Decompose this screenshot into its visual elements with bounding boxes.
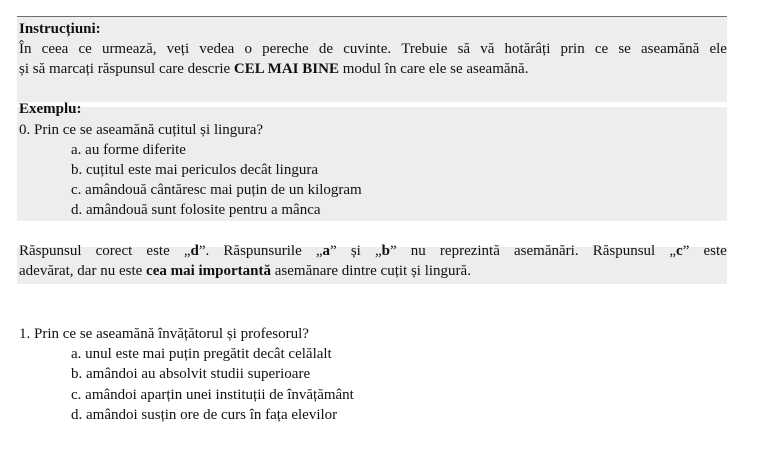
instructions-word: veți [166,41,190,57]
explanation-token: este [703,243,727,259]
example-option-c: c. amândouă cântăresc mai puțin de un kilogram [71,182,362,198]
explanation-word [146,242,169,260]
explanation-token: nu [410,243,426,259]
explanation-token: ” [330,243,337,259]
explanation-word [223,242,301,260]
explanation-word [514,242,579,260]
explanation-token: corect [95,243,133,259]
instructions-heading: Instrucțiuni: [19,21,101,37]
explanation-word [19,242,82,260]
instructions-word: urmează, [101,41,157,57]
instructions-word: prin [560,41,585,57]
explanation-token: și [350,243,361,259]
explanation-word [440,242,500,260]
explanation-line-1 [19,242,727,260]
explanation-word [375,242,397,260]
instructions-word: Trebuie [401,41,448,57]
instructions-word: ce [78,41,92,57]
explanation-word [411,242,426,260]
explanation-token: Răspunsul [19,243,82,259]
explanation-word [184,242,209,260]
question-1-option-b[interactable]: b. amândoi au absolvit studii superioare [71,366,311,382]
question-1-option-c[interactable]: c. amândoi aparțin unei instituții de învățământ [71,387,354,403]
explanation-token: este [146,243,170,259]
explanation-token: „ [315,243,323,259]
explanation-word [703,242,726,260]
instructions-word: ce [594,41,609,57]
explanation-word [351,242,361,260]
explanation-token: „ [374,243,382,259]
instructions-text-line-2: și să marcați răspunsul care descrie CEL MAI BINE modul în care ele se aseamănă. [19,61,529,77]
answer-letter: b [381,243,390,259]
instructions-word: pereche [262,41,309,57]
instructions-word: se [618,41,631,57]
explanation-word [96,242,133,260]
explanation-token: ” [682,243,690,259]
explanation-token: Răspunsurile [223,243,302,259]
explanation-line-2: adevărat, dar nu este cea mai importantă asemănare dintre cuțit și lingură. [19,263,471,279]
answer-letter: c [676,243,683,259]
explanation-word [316,242,337,260]
example-question: 0. Prin ce se aseamănă cuțitul și lingura? [19,122,264,138]
explanation-word [669,242,689,260]
instructions-text-line-1 [19,40,727,58]
explanation-token: Răspunsul [592,243,656,259]
instructions-word: aseamănă [641,41,700,57]
example-option-b: b. cuțitul este mai periculos decât lingura [71,162,319,178]
question-1-option-d[interactable]: d. amândoi susțin ore de curs în fața elevilor [71,407,338,423]
explanation-token: asemănări. [514,243,579,259]
explanation-token: „ [669,243,677,259]
instructions-word: ceea [41,41,69,57]
explanation-token: „ [183,243,191,259]
explanation-token: ”. [198,243,210,259]
instructions-word: vedea [199,41,235,57]
answer-letter: a [322,243,331,259]
instructions-word: cuvinte. [343,41,392,57]
instructions-word: În [19,41,32,57]
explanation-token: reprezintă [439,243,500,259]
instructions-word: o [244,41,252,57]
example-heading: Exemplu: [19,101,82,117]
instructions-word: de [318,41,334,57]
explanation-token: ” [390,243,397,259]
question-1-option-a[interactable]: a. unul este mai puțin pregătit decât celălalt [71,346,332,362]
explanation-word [593,242,656,260]
answer-letter: d [190,243,199,259]
instructions-word: hotărâți [504,41,551,57]
example-option-a: a. au forme diferite [71,142,186,158]
question-1: 1. Prin ce se aseamănă învățătorul și profesorul? [19,326,309,342]
example-option-d: d. amândouă sunt folosite pentru a mânca [71,202,321,218]
instructions-word: vă [480,41,495,57]
instructions-word: ele [709,41,727,57]
instructions-word: să [457,41,471,57]
